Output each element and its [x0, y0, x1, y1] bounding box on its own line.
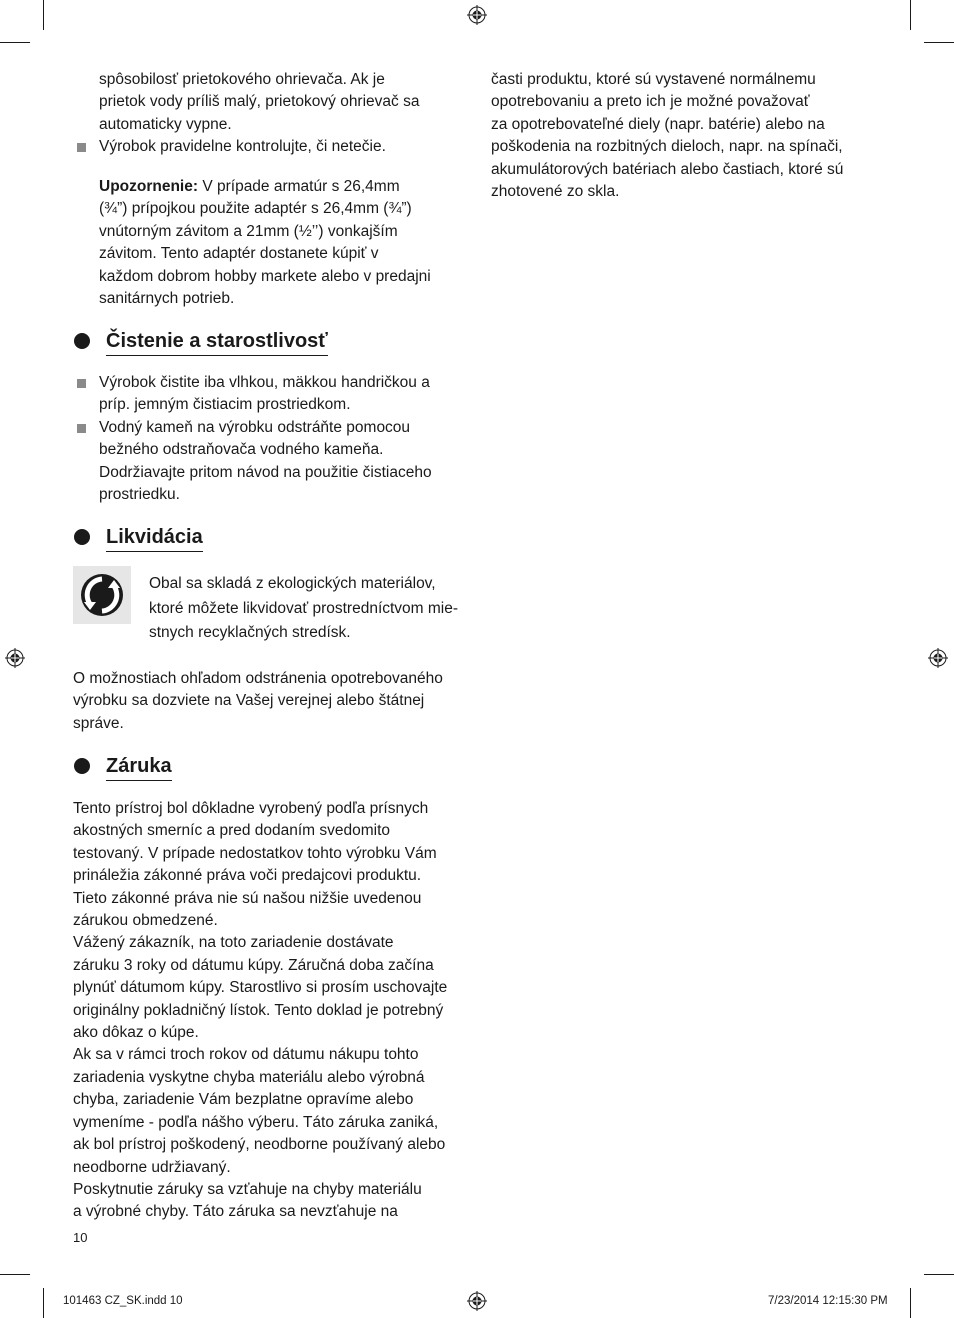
section-heading-disposal: Likvidácia: [106, 524, 203, 552]
green-dot-icon: [73, 566, 131, 624]
recycling-text: Obal sa skladá z ekologických materiálov, ktoré môžete likvidovať prostredníctvom mie- stnych recyklačných stredísk.: [149, 575, 459, 641]
bullet-square-icon: [77, 379, 86, 388]
registration-mark-icon: [467, 1291, 487, 1311]
crop-mark: [924, 42, 954, 43]
section-heading-warranty: Záruka: [106, 753, 172, 781]
crop-mark: [0, 1274, 30, 1275]
bullet-item-descale: Vodný kameň na výrobku odstráňte pomocou bežného odstraňovača vodného kameňa. Dodržiavajte pritom návod na použitie čistiaceho prostriedku.: [99, 419, 432, 504]
crop-mark: [43, 1288, 44, 1318]
crop-mark: [910, 1288, 911, 1318]
footer-filename: 101463 CZ_SK.indd 10: [63, 1295, 183, 1307]
registration-mark-icon: [928, 648, 948, 668]
right-column-paragraph: časti produktu, ktoré sú vystavené normálnemu opotrebovaniu a preto ich je možné považovať za opotrebovateľné diely (napr. batérie) alebo na poškodenia na rozbitných dieloch, napr. na spínači, akumulátorových batériach alebo častiach, ktoré sú zhotovené zo skla.: [491, 71, 844, 201]
crop-mark: [910, 0, 911, 30]
heading-dot-icon: [74, 758, 90, 774]
bullet-item-check: Výrobok pravidelne kontrolujte, či netečie.: [99, 138, 386, 155]
crop-mark: [924, 1274, 954, 1275]
crop-mark: [0, 42, 30, 43]
continuation-paragraph: spôsobilosť prietokového ohrievača. Ak je prietok vody príliš malý, prietokový ohrievač sa automaticky vypne.: [99, 71, 420, 133]
note-label: Upozornenie:: [99, 178, 199, 195]
section-heading-cleaning: Čistenie a starostlivosť: [106, 328, 328, 356]
disposal-paragraph: O možnostiach ohľadom odstránenia opotrebovaného výrobku sa dozviete na Vašej verejnej alebo štátnej správe.: [73, 670, 443, 732]
registration-mark-icon: [5, 648, 25, 668]
heading-dot-icon: [74, 333, 90, 349]
footer-datetime: 7/23/2014 12:15:30 PM: [768, 1295, 888, 1307]
heading-dot-icon: [74, 529, 90, 545]
bullet-item-clean: Výrobok čistite iba vlhkou, mäkkou handričkou a príp. jemným čistiacim prostriedkom.: [99, 374, 430, 414]
recycling-symbol-icon: [73, 566, 131, 624]
warranty-paragraph: Tento prístroj bol dôkladne vyrobený podľa prísnych akostných smerníc a pred dodaním svedomito testovaný. V prípade nedostatkov tohto výrobku Vám prináležia zákonné práva voči predajcovi produktu. Tieto zákonné práva nie sú našou nižšie uvedenou zárukou obmedzené. Vážený zákazník, na toto zariadenie dostávate záruku 3 roky od dátumu kúpy. Záručná doba začína plynúť dátumom kúpy. Starostlivo si prosím uschovajte originálny pokladničný lístok. Tento doklad je potrebný ako dôkaz o kúpe. Ak sa v rámci troch rokov od dátumu nákupu tohto zariadenia vyskytne chyba materiálu alebo výrobná chyba, zariadenie Vám bezplatne opravíme alebo vymeníme - podľa nášho výberu. Táto záruka zaniká, ak bol prístroj poškodený, neodborne používaný alebo neodborne udržiavaný. Poskytnutie záruky sa vzťahuje na chyby materiálu a výrobné chyby. Táto záruka sa nevzťahuje na: [73, 800, 448, 1221]
page-number: 10: [73, 1230, 88, 1245]
bullet-square-icon: [77, 143, 86, 152]
bullet-square-icon: [77, 424, 86, 433]
note-paragraph: Upozornenie: V prípade armatúr s 26,4mm (¾”) prípojkou použite adaptér s 26,4mm (¾”) vnútorným závitom a 21mm (½’’) vonkajším závitom. Tento adaptér dostanete kúpiť v každom dobrom hobby markete alebo v predajni sanitárnych potrieb.: [99, 178, 431, 308]
crop-mark: [43, 0, 44, 30]
registration-mark-icon: [467, 5, 487, 25]
